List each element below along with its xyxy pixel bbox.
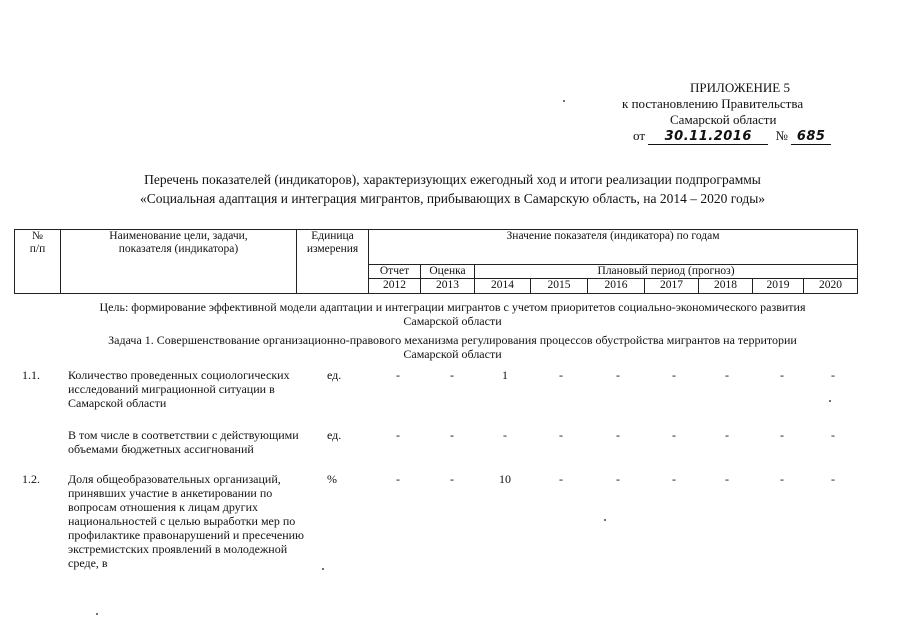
col-name-header (61, 230, 297, 294)
goal-line1: Цель: формирование эффективной модели адаптации и интеграции мигрантов с учетом приоритетов социально-экономического развития (99, 300, 806, 314)
year-2013: 2013 (421, 279, 475, 294)
row-value: - (831, 472, 835, 486)
scan-speck (96, 613, 98, 615)
col-unit-header (297, 230, 369, 294)
indicators-table-header (14, 229, 858, 294)
row-name: В том числе в соответствии с действующими объемами бюджетных ассигнований (68, 428, 299, 456)
row-value: - (780, 428, 784, 442)
row-value: - (616, 368, 620, 382)
number-prefix: № (775, 128, 788, 143)
decree-label: к постановлению Правительства (622, 96, 804, 111)
row-value: - (450, 428, 454, 442)
year-2018: 2018 (699, 279, 753, 294)
document-title-line2: «Социальная адаптация и интеграция мигрантов, прибывающих в Самарскую область, на 2014 – 2020 годы» (139, 191, 766, 206)
col-name-line1: Наименование цели, задачи, (109, 230, 248, 242)
row-value: - (396, 368, 400, 382)
row-value: - (672, 428, 676, 442)
col-unit-line2: измерения (306, 243, 359, 255)
goal-text (0, 300, 905, 328)
row-value: 1 (502, 368, 508, 382)
task-line1: Задача 1. Совершенствование организационно-правового механизма регулирования процессов обустройства мигрантов на территории (108, 333, 797, 347)
row-value: - (672, 472, 676, 486)
row-value: - (616, 472, 620, 486)
col-unit-line1: Единица (311, 230, 354, 242)
year-2012: 2012 (369, 279, 421, 294)
task-line2: Самарской области (403, 347, 502, 361)
row-value: - (559, 428, 563, 442)
row-value: - (396, 472, 400, 486)
scan-speck (829, 400, 831, 402)
appendix-label: ПРИЛОЖЕНИЕ 5 (690, 80, 790, 95)
year-2014: 2014 (475, 279, 531, 294)
col-num-line1: № (32, 230, 43, 242)
row-value: - (503, 428, 507, 442)
row-value: - (672, 368, 676, 382)
row-value: - (450, 472, 454, 486)
row-value: - (831, 368, 835, 382)
row-value: - (831, 428, 835, 442)
col-values-header: Значение показателя (индикатора) по годам (369, 230, 858, 265)
row-value: - (725, 428, 729, 442)
row-value: - (780, 368, 784, 382)
decree-date-line (633, 128, 831, 145)
col-estimate-header: Оценка (421, 265, 475, 279)
document-title-line1: Перечень показателей (индикаторов), характеризующих ежегодный ход и итоги реализации подпрограммы (144, 172, 761, 187)
col-num-header (15, 230, 61, 294)
scan-speck (322, 568, 324, 570)
scan-speck (563, 100, 565, 102)
row-unit: ед. (327, 368, 342, 382)
decree-number: 685 (791, 129, 831, 145)
task-text (0, 333, 905, 361)
date-prefix: от (633, 128, 646, 143)
col-report-header: Отчет (369, 265, 421, 279)
year-2019: 2019 (753, 279, 804, 294)
row-value: - (616, 428, 620, 442)
row-value: 10 (499, 472, 511, 486)
year-2020: 2020 (804, 279, 858, 294)
row-value: - (450, 368, 454, 382)
row-value: - (559, 472, 563, 486)
row-value: - (725, 368, 729, 382)
col-num-line2: п/п (29, 243, 46, 255)
row-name: Доля общеобразовательных организаций, принявших участие в анкетировании по вопросам отношения к лицам других национальностей с целью выработки мер по профилактике правонарушений и пресечению экстремистских проявлений в молодежной среде, в (68, 472, 305, 570)
row-value: - (396, 428, 400, 442)
row-unit: % (327, 472, 337, 486)
year-2017: 2017 (645, 279, 699, 294)
year-2016: 2016 (588, 279, 645, 294)
decree-date: 30.11.2016 (648, 129, 768, 145)
col-planned-header: Плановый период (прогноз) (475, 265, 858, 279)
row-value: - (559, 368, 563, 382)
scan-speck (604, 519, 606, 521)
row-value: - (780, 472, 784, 486)
row-unit: ед. (327, 428, 342, 442)
row-number: 1.2. (22, 472, 40, 486)
row-number: 1.1. (22, 368, 40, 382)
row-value: - (725, 472, 729, 486)
goal-line2: Самарской области (403, 314, 502, 328)
region-label: Самарской области (670, 112, 777, 127)
year-2015: 2015 (531, 279, 588, 294)
row-name: Количество проведенных социологических исследований миграционной ситуации в Самарской области (68, 368, 290, 410)
col-name-line2: показателя (индикатора) (118, 243, 239, 255)
